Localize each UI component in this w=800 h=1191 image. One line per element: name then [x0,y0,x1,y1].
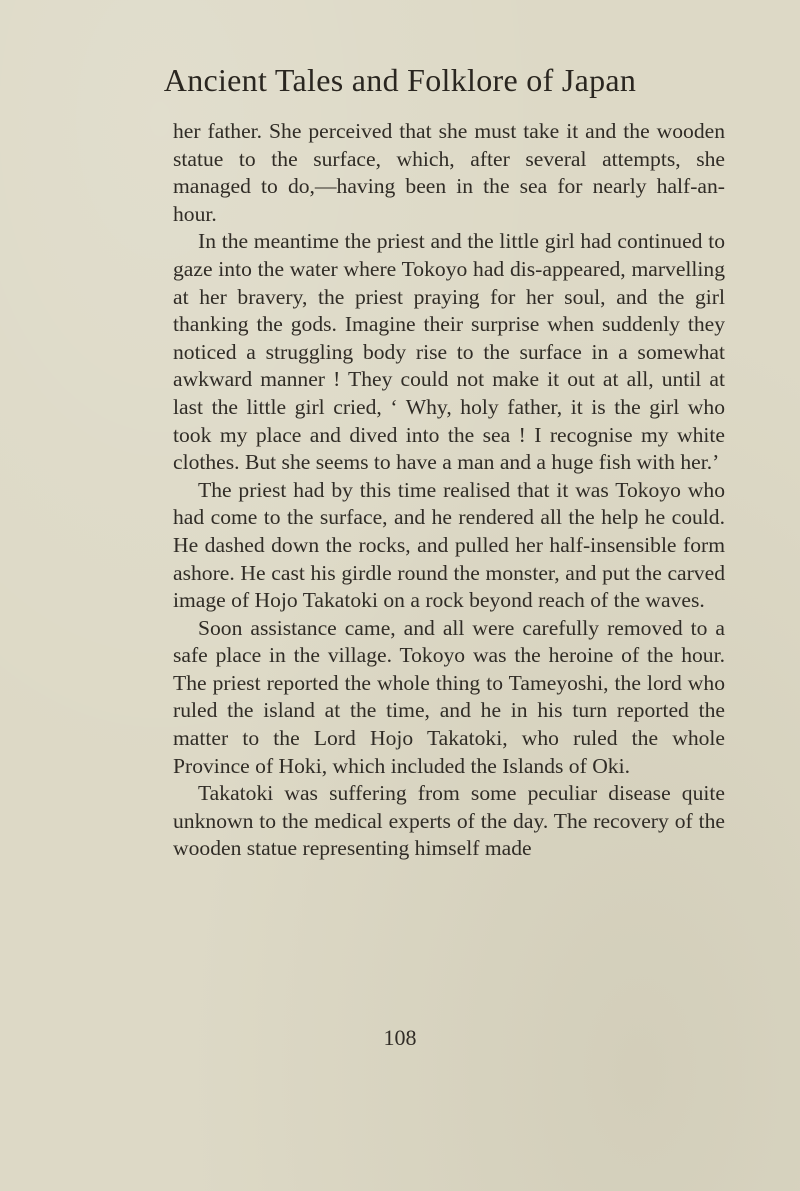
paragraph-5: Takatoki was suffering from some peculiar disease quite unknown to the medical experts of the day. The recovery of the wooden statue representing himself made [173,781,725,861]
paragraph-1: her father. She perceived that she must take it and the wooden statue to the surface, which, after several attempts, she managed to do,—having been in the sea for nearly half-an-hour. [173,119,725,226]
paragraph-2: In the meantime the priest and the little girl had continued to gaze into the water where Tokoyo had dis-appeared, marvelling at her bravery, the priest praying for her soul, and the girl thanking the gods. Imagine their surprise when suddenly they noticed a struggling body rise to the surface in a somewhat awkward manner ! They could not make it out at all, until at last the little girl cried, ‘ Why, holy father, it is the girl who took my place and dived into the sea ! I recognise my white clothes. But she seems to have a man and a huge fish with her.’ [173,229,725,475]
paragraph-4: Soon assistance came, and all were carefully removed to a safe place in the village. Tokoyo was the heroine of the hour. The priest reported the whole thing to Tameyoshi, the lord who ruled the island at the time, and he in his turn reported the matter to the Lord Hojo Takatoki, who ruled the whole Province of Hoki, which included the Islands of Oki. [173,615,725,778]
body-text [173,118,725,863]
page-number: 108 [383,1025,417,1050]
running-title: Ancient Tales and Folklore of Japan [163,62,637,98]
paragraph-3: The priest had by this time realised that it was Tokoyo who had come to the surface, and he rendered all the help he could. He dashed down the rocks, and pulled her half-insensible form ashore. He cast his girdle round the monster, and put the carved image of Hojo Takatoki on a rock beyond reach of the waves. [173,477,725,613]
